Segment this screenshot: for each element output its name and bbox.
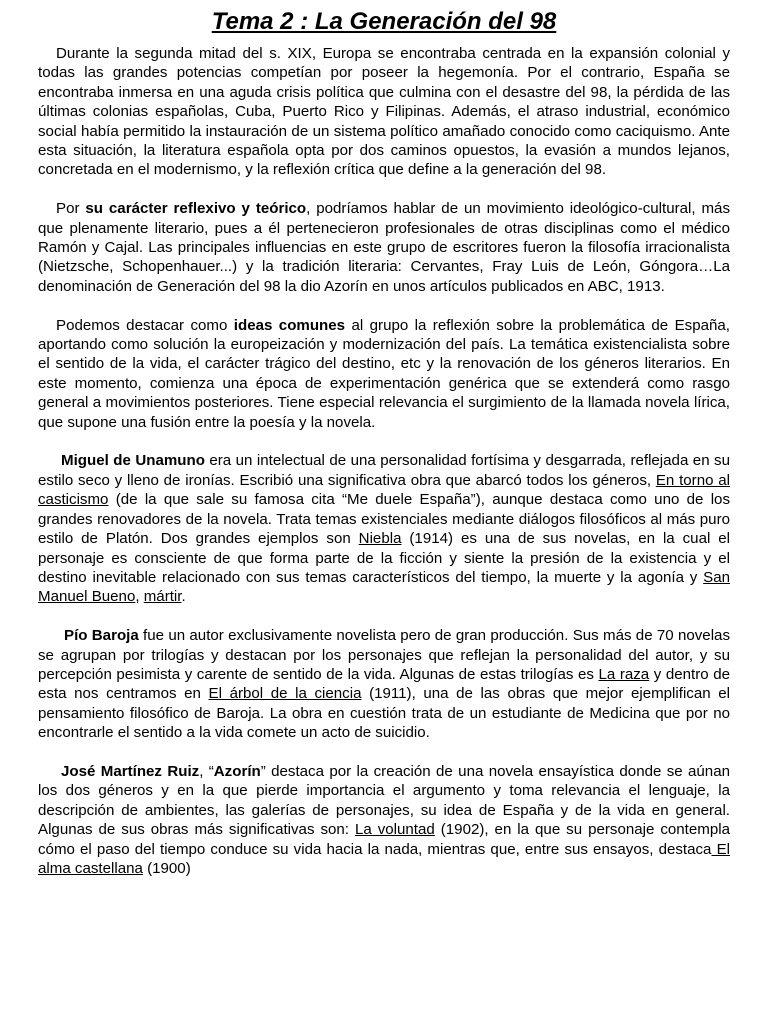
paragraph-text: al grupo la reflexión sobre la problemática de España, aportando como solución la europeización y modernización del país. La temática existencialista sobre el sentido de la vida, el carácter trágico del destino, etc y la renovación de los géneros literarios. En este momento, comienza una época de experimentación genérica que se extenderá como rasgo general a movimientos posteriores. Tiene especial relevancia el surgimiento de la llamada novela lírica, que supone una fusión entre la poesía y la novela.	[38, 316, 730, 431]
paragraph-text: .	[181, 588, 186, 606]
paragraph-text: era un intelectual de una personalidad fortísima y desgarrada, reflejada en su estilo seco y lleno de ironías. Escribió una significativa obra que abarcó todos los géneros,	[38, 452, 730, 489]
work-title: En torno al casticismo	[38, 471, 731, 509]
paragraph-intro	[38, 44, 730, 180]
work-title: San Manuel Bueno	[38, 568, 730, 606]
paragraph-common-ideas	[38, 316, 730, 432]
work-title: La voluntad	[354, 821, 435, 839]
paragraph-azorin	[38, 762, 730, 878]
paragraph-baroja	[38, 626, 730, 742]
author-name: Miguel de Unamuno	[61, 452, 205, 470]
paragraph-unamuno	[38, 451, 730, 606]
work-title: mártir	[143, 588, 182, 606]
work-title: El alma castellana	[38, 840, 730, 877]
work-title: Niebla	[358, 530, 402, 548]
paragraph-text: y dentro de esta nos centramos en	[38, 665, 730, 703]
paragraph-text: fue un autor exclusivamente novelista pero de gran producción. Sus más de 70 novelas se agrupan por trilogías y destacan por los personajes que reflejan la personalidad del autor, y su percepción pesimista y carente de sentido de la vida. Algunas de estas trilogías es	[38, 627, 730, 683]
author-name: Pío Baroja	[64, 627, 139, 645]
author-alias: Azorín	[213, 762, 261, 780]
paragraph-text: (1902), en la que su personaje contempla cómo el paso del tiempo conduce su vida hacia la nada, mientras que, entre sus ensayos, destaca	[38, 821, 730, 858]
author-name: José Martínez Ruiz	[61, 762, 200, 780]
bold-phrase: ideas comunes	[233, 316, 346, 334]
paragraph-text: (1900)	[142, 859, 191, 877]
paragraph-text: (1914) es una de sus novelas, en la cual el personaje es consciente de que forma parte de la ficción y siente la presión de la existencia y el destino inevitable relacionado con sus temas característicos del tiempo, la muerte y la agonía y	[38, 530, 730, 586]
paragraph-text: , “	[199, 762, 214, 780]
paragraph-characteristics	[38, 199, 730, 296]
work-title: La raza	[598, 665, 650, 683]
work-title: El árbol de la ciencia	[208, 685, 362, 703]
paragraph-text: Podemos destacar como	[56, 316, 234, 334]
bold-phrase: su carácter reflexivo y teórico	[85, 200, 307, 218]
paragraph-text: (de la que sale su famosa cita “Me duele España”), aunque destaca como uno de los grandes renovadores de la novela. Trata temas existenciales mediante diálogos filosóficos al más puro estilo de Platón. Dos grandes ejemplos son	[38, 491, 730, 548]
paragraph-text: Durante la segunda mitad del s. XIX, Europa se encontraba centrada en la expansión colonial y todas las grandes potencias competían por poseer la hegemonía. Por el contrario, España se encontraba inmersa en una aguda crisis política que culmina con el desastre del 98, la pérdida de las últimas colonias españolas, Cuba, Puerto Rico y Filipinas. Además, el atraso industrial, económico social había permitido la instauración de un sistema político amañado conocido como caciquismo. Ante esta situación, la literatura española opta por dos caminos opuestos, la evasión a mundos lejanos, concretada en el modernismo, y la reflexión crítica que define a la generación del 98.	[38, 45, 730, 179]
paragraph-text: Por	[56, 200, 86, 218]
paragraph-text: (1911), una de las obras que mejor ejemplifican el pensamiento filosófico de Baroja. La obra en cuestión trata de un estudiante de Medicina que por no encontrarle el sentido a la vida comete un acto de suicidio.	[38, 685, 730, 742]
paragraph-text: , podríamos hablar de un movimiento ideológico-cultural, más que plenamente literario, pues a él pertenecieron profesionales de otras disciplinas como el médico Ramón y Cajal. Las principales influencias en este grupo de escritores fueron la filosofía irracionalista (Nietzsche, Schopenhauer...) y la tradición literaria: Cervantes, Fray Luis de León, Góngora…La denominación de Generación del 98 la dio Azorín en unos artículos publicados en ABC, 1913.	[38, 200, 730, 295]
document-title: Tema 2 : La Generación del 98	[211, 8, 557, 35]
paragraph-text: ,	[135, 588, 144, 606]
paragraph-text: ” destaca por la creación de una novela ensayística donde se aúnan los dos géneros y en la que pierde importancia el argumento y toma relevancia el lenguaje, la descripción de ambientes, las galerías de personajes, su idea de España y de la vida en general. Algunas de sus obras más significativas son:	[38, 762, 730, 839]
